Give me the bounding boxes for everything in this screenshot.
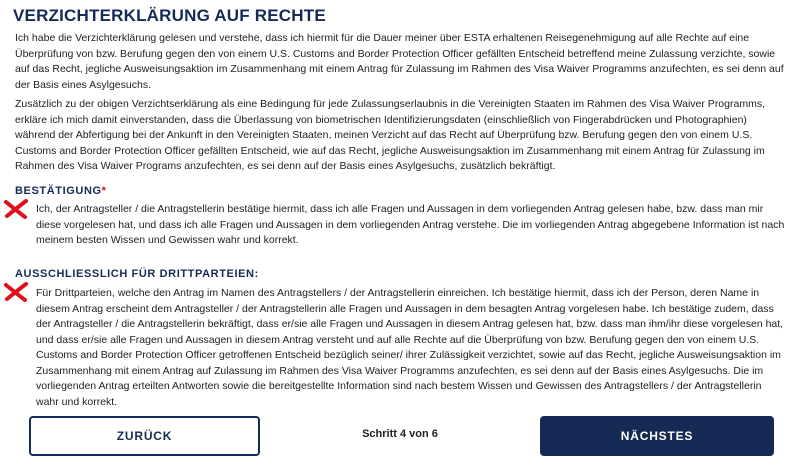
required-marker: * — [101, 185, 107, 197]
red-x-check-icon[interactable] — [3, 198, 29, 220]
page-title: VERZICHTERKLÄRUNG AUF RECHTE — [13, 6, 326, 25]
third-party-heading: AUSSCHLIESSLICH FÜR DRITTPARTEIEN: — [15, 268, 259, 280]
red-x-check-icon[interactable] — [3, 281, 29, 303]
step-indicator: Schritt 4 von 6 — [362, 428, 438, 440]
confirmation-text: Ich, der Antragsteller / die Antragstellerin bestätige hiermit, dass ich alle Fragen und Aussagen in dem vorliegenden Antrag gelesen habe, bzw. dass man mir diese vorgelesen hat, und dass ich alle Fragen und Aussagen in dem vorliegenden Antrag verstehe. Die im vorliegenden Antrag abgegebene Information ist nach meinem besten Wissen und Gewissen wahr und korrekt. — [36, 203, 785, 246]
third-party-text: Für Drittparteien, welche den Antrag im Namen des Antragstellers / der Antragstellerin einreichen. Ich bestätige hiermit, dass ich der Person, deren Name in diesem Antrag erscheint dem Antragsteller / der Antragstellerin alle Fragen und Aussagen in dem besagten Antrag vorgelesen habe. Ich bestätige zudem, dass der Antragsteller / die Antragstellerin bekräftigt, dass er/sie alle Fragen und Aussagen in diesem Antrag gelesen hat, bzw. dass man ihm/ihr diese vorgelesen hat, und dass er/sie alle Fragen und Aussagen in diesem Antrag versteht und auf alle Rechte auf die Überprüfung von bzw. Berufung gegen den von einem U.S. Customs and Border Protection Officer getroffenen Entscheid bezüglich seiner/ ihrer Zulässigkeit verzichtet, sowie auf das Recht, jegliche Ausweisungsaktion im Zusammenhang mit einem Antrag auf Zulassung im Rahmen des Visa Waiver Programms anzufechten, es sei denn auf der Basis eines Asylgesuchs. Die im vorliegenden Antrag erteilten Antworten sowie die bereitgestellte Information sind nach bestem Wissen und Gewissen des Antragstellers / der Antragstellerin wahr und korrekt. — [36, 287, 784, 408]
back-button[interactable]: ZURÜCK — [29, 416, 260, 456]
confirmation-heading — [15, 185, 107, 197]
next-button[interactable]: NÄCHSTES — [540, 416, 774, 456]
waiver-paragraph-1: Ich habe die Verzichterklärung gelesen und verstehe, dass ich hiermit für die Dauer meiner über ESTA erhaltenen Reisegenehmigung auf alle Rechte auf eine Überprüfung von bzw. Berufung gegen den von einem U.S. Customs and Border Protection Officer gefällten Entscheid betreffend meine Zulassung verzichte, sowie auf das Recht, jegliche Ausweisungsaktion im Zusammenhang mit einem Antrag für Zulassung im Rahmen des Visa Waiver Programms anzufechten, es sei denn auf der Basis eines Asylgesuchs. — [15, 32, 784, 91]
confirmation-label: BESTÄTIGUNG — [15, 185, 102, 197]
waiver-paragraph-2: Zusätzlich zu der obigen Verzichtserklärung als eine Bedingung für jede Zulassungserlaubnis in die Vereinigten Staaten im Rahmen des Visa Waiver Programms, erkläre ich mich damit einverstanden, dass die Überlassung von biometrischen Identifizierungsdaten (einschließlich von Fingerabdrücken und Photographien) während der Abfertigung bei der Ankunft in den Vereinigten Staaten, meinen Verzicht auf das Recht auf Überprüfung bzw. Berufung gegen den von einem U.S. Customs and Border Protection Officer gefällten Entscheid, wie auf das Recht, jegliche Ausweisungsaktion im Zusammenhang mit einem Antrag für Zulassung im Rahmen des Visa Waiver Programs anzufechten, es sei denn auf der Basis eines Asylgesuchs, zusätzlich bekräftigt. — [15, 98, 765, 172]
